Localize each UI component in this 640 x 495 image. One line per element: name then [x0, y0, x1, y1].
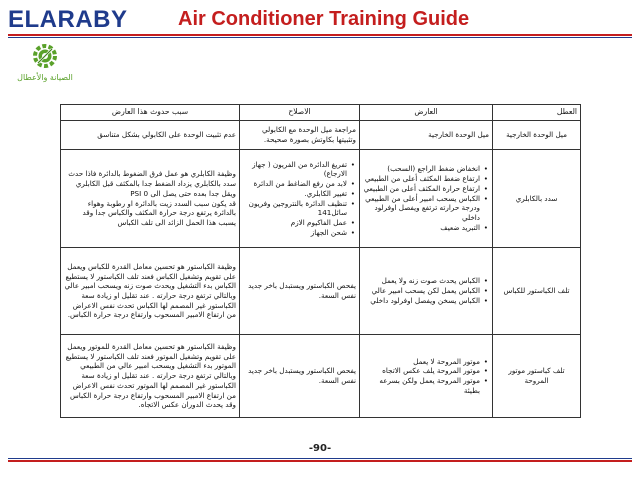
- repair-item: • تغيير الكابلري.: [243, 189, 347, 199]
- page-title: Air Conditioner Training Guide: [178, 8, 470, 30]
- brand-logo: ELARABY: [8, 6, 128, 33]
- troubleshooting-table: [60, 104, 581, 418]
- repair-item: • لابد من رفع الضاغط من الدائرة: [243, 179, 347, 189]
- symptom-item: • موتور المروحة يعمل ولكن بسرعه بطيئة: [363, 376, 480, 395]
- table-header-row: [61, 105, 581, 121]
- fault-cell: تلف كباستور موتور المروحة: [493, 335, 581, 418]
- symptom-list: [363, 357, 489, 396]
- footer-rule-blue: [8, 458, 632, 459]
- header-symptom: العارض: [360, 105, 493, 121]
- table-row: [61, 121, 581, 150]
- repair-cell: [240, 335, 360, 418]
- repair-item: • شحن الجهاز: [243, 228, 347, 238]
- repair-list: [243, 160, 356, 238]
- table-row: [61, 248, 581, 335]
- logo-caption: الصيانة والأعطال: [17, 73, 73, 82]
- repair-text: يفحص الكباستور ويستبدل باخر جديد نفس السعة.: [248, 366, 356, 385]
- repair-text: مراجعة ميل الوحدة مع الكابولي وتثبيتها بكاوتش بصورة صحيحة.: [262, 125, 356, 144]
- table-row: [61, 335, 581, 418]
- cause-cell: وظيفة الكباستور هو تحسين معامل القدرة للموتور ويعمل على تقويم وتشغيل الموتور فعند تلف الكباستور لا يستطيع الموتور بدء التشغيل ويسحب امبير عالي من الطبيعي وبالتالي ترتفع درجة حرارته . عند تقليل او زيادة سعة الكباستور غير المصمم لها الموتور تحدث نفس الاعراض من ارتفاع الامبير المسحوب وارتفاع درجة حرارة الكباس وقد يحدث الدوران عكس الاتجاه.: [61, 335, 240, 418]
- symptom-item: • موتور المروحة يلف عكس الاتجاه: [363, 366, 480, 376]
- repair-item: • عمل الفاكيوم الازم: [243, 218, 347, 228]
- repair-item: • تفريغ الدائرة من الفريون ( جهاز الارجاع): [243, 160, 347, 179]
- footer-rule-red: [8, 460, 632, 462]
- symptom-text: ميل الوحدة الخارجية: [428, 130, 489, 140]
- symptom-item: • الكباس يسحب امبير أعلى من الطبيعي ودرجة حرارته ترتفع ويفصل اوفرلود داخلي: [363, 194, 480, 223]
- symptom-list: [363, 164, 489, 232]
- cause-cell: وظيفة الكابلري هو عمل فرق الضغوط بالدائرة فاذا حدث سدد بالكابلري يزداد الضغط جدا بالمكثف قبل الكابلري ويقل جدا بعده حتى يصل الى PSI 0 قد يكون سبب السدد زيت بالدائرة او رطوبة وهواء بالدائرة يرتفع درجة حرارة المكثف والكباس جدا وقد يسبب هذا الحمل الزائد الى تلف الكباس: [61, 150, 240, 248]
- fault-cell: ميل الوحدة الخارجية: [493, 121, 581, 150]
- page-header: [0, 0, 640, 34]
- page-number: -90-: [308, 443, 332, 454]
- symptom-cell: [360, 335, 493, 418]
- repair-text: يفحص الكباستور ويستبدل باخر جديد نفس السعة.: [248, 281, 356, 300]
- cause-cell: عدم تثبيت الوحدة على الكابولي بشكل متناسق: [61, 121, 240, 150]
- cause-cell: وظيفة الكباستور هو تحسين معامل القدرة للكباس ويعمل على تقويم وتشغيل الكباس فعند تلف الكباستور لا يستطيع الكباس بدء التشغيل ويحدث صوت زنه ويسحب امبير عالي وبالتالي ترتفع درجة حرارته . عند تقليل او زيادة سعة الكباستور غير المصمم لها الكباس تحدث نفس الاعراض من ارتفاع الامبير المسحوب وارتفاع درجة حرارة الكباس.: [61, 248, 240, 335]
- symptom-cell: [360, 150, 493, 248]
- repair-cell: [240, 248, 360, 335]
- header-rule-red: [8, 34, 632, 36]
- table-row: [61, 150, 581, 248]
- symptom-item: • ارتفاع ضغط المكثف أعلى من الطبيعي: [363, 174, 480, 184]
- header-rule-blue: [8, 37, 632, 38]
- fault-cell: سدد بالكابلري: [493, 150, 581, 248]
- repair-cell: [240, 150, 360, 248]
- symptom-cell: [360, 248, 493, 335]
- symptom-item: • الكباس يسخن ويفصل اوفرلود داخلي: [363, 296, 480, 306]
- symptom-item: • انخفاض ضغط الراجع (السحب): [363, 164, 480, 174]
- gear-wrench-icon: [30, 41, 60, 71]
- symptom-item: • الكباس يعمل لكن يسحب امبير عالي: [363, 286, 480, 296]
- symptom-list: [363, 276, 489, 305]
- repair-cell: [240, 121, 360, 150]
- symptom-cell: [360, 121, 493, 150]
- header-cause: سبب حدوث هذا العارض: [61, 105, 240, 121]
- repair-item: • تنظيف الدائرة بالنتروجين وفريون سائل141: [243, 199, 347, 218]
- symptom-item: • التبريد ضعيف: [363, 223, 480, 233]
- header-fault: العطل: [493, 105, 581, 121]
- header-repair: الاصلاح: [240, 105, 360, 121]
- fault-cell: تلف الكباستور للكباس: [493, 248, 581, 335]
- symptom-item: • ارتفاع حرارة المكثف أعلى من الطبيعي: [363, 184, 480, 194]
- symptom-item: • الكباس يحدث صوت زنه ولا يعمل: [363, 276, 480, 286]
- symptom-item: • موتور المروحة لا يعمل: [363, 357, 480, 367]
